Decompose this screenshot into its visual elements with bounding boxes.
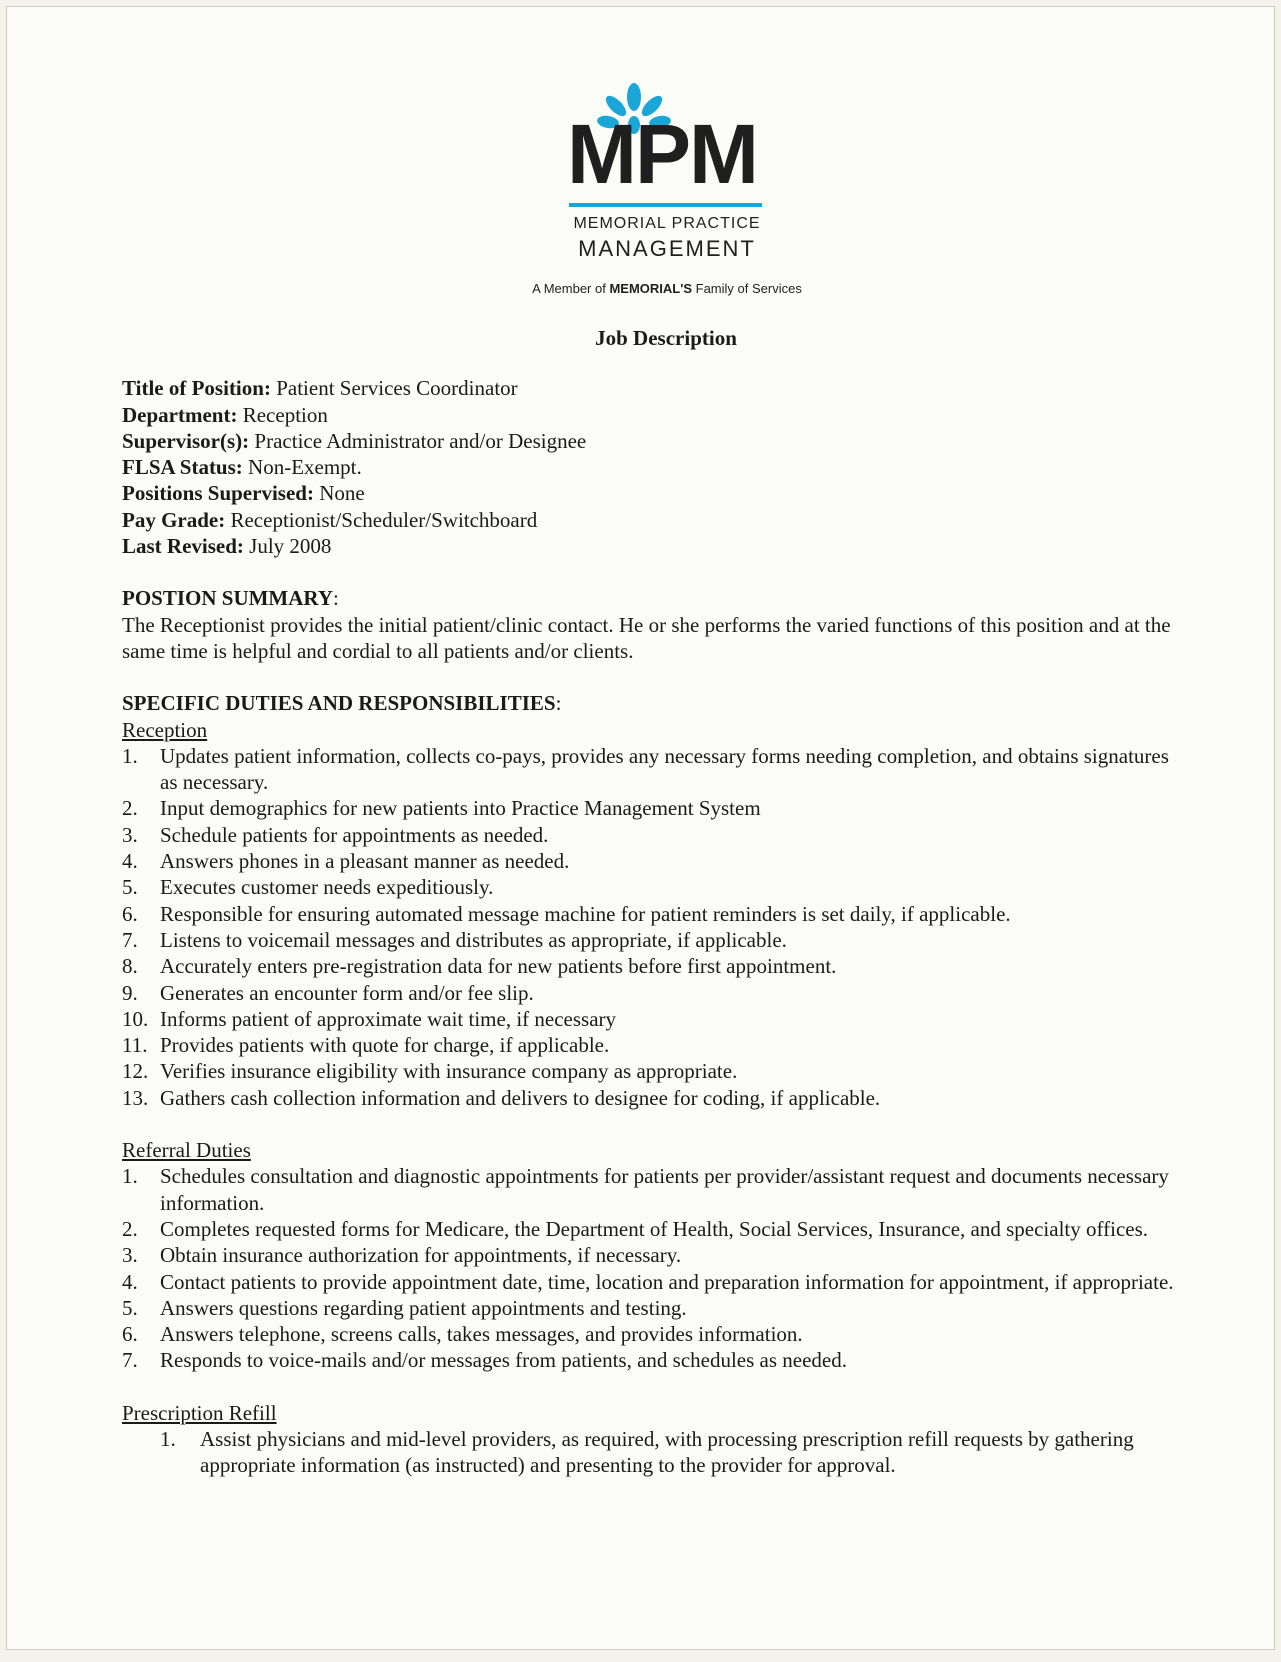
list-item [122, 927, 1182, 953]
item-text: Completes requested forms for Medicare, the Department of Health, Social Services, Insurance, and specialty offices. [160, 1216, 1149, 1241]
field-supervisors [122, 428, 1182, 454]
list-item [122, 980, 1182, 1006]
item-number: 11. [122, 1033, 148, 1058]
list-item [122, 1347, 1182, 1373]
list-item [122, 1216, 1182, 1242]
item-text: Accurately enters pre-registration data for new patients before first appointment. [160, 954, 837, 979]
item-text: Answers telephone, screens calls, takes messages, and provides information. [160, 1322, 803, 1347]
logo-divider [569, 203, 762, 207]
item-text: Verifies insurance eligibility with insurance company as appropriate. [160, 1059, 738, 1084]
spacer [122, 1111, 1182, 1137]
list-item [122, 1058, 1182, 1084]
list-item [122, 822, 1182, 848]
reception-list [122, 743, 1182, 1111]
field-value: July 2008 [243, 534, 332, 559]
summary-text: The Receptionist provides the initial patient/clinic contact. He or she performs the varied functions of this position and at the same time is helpful and cordial to all patients and/or clients. [122, 612, 1171, 663]
logo-line-1: MEMORIAL PRACTICE [573, 215, 761, 232]
document-body [122, 325, 1182, 1479]
item-number: 1. [160, 1426, 176, 1451]
field-positions-supervised [122, 480, 1182, 506]
spacer [122, 1374, 1182, 1400]
referral-list [122, 1163, 1182, 1373]
reception-heading: Reception [122, 717, 208, 742]
item-text: Provides patients with quote for charge, if applicable. [160, 1033, 610, 1058]
item-number: 5. [122, 875, 138, 900]
member-prefix: A Member of [532, 281, 606, 296]
referral-heading: Referral Duties [122, 1138, 251, 1163]
item-number: 12. [122, 1059, 149, 1084]
item-number: 9. [122, 980, 138, 1005]
field-label: Supervisor(s): [122, 428, 250, 453]
field-value: None [313, 481, 365, 506]
item-text: Updates patient information, collects co-pays, provides any necessary forms needing completion, and obtains signatures as necessary. [160, 743, 1169, 795]
field-label: FLSA Status: [122, 455, 243, 480]
item-text: Schedule patients for appointments as needed. [160, 822, 549, 847]
field-label: Pay Grade: [122, 507, 226, 532]
member-brand: MEMORIAL'S [609, 281, 693, 296]
item-text: Responds to voice-mails and/or messages from patients, and schedules as needed. [160, 1348, 847, 1373]
list-item [122, 901, 1182, 927]
item-text: Informs patient of approximate wait time, if necessary [160, 1006, 617, 1031]
item-number: 3. [122, 1243, 138, 1268]
item-text: Assist physicians and mid-level providers, as required, with processing prescription refill requests by gathering appropriate information (as instructed) and presenting to the provider for approval. [200, 1426, 1134, 1478]
item-text: Responsible for ensuring automated message machine for patient reminders is set daily, if applicable. [160, 901, 1011, 926]
member-tagline [447, 281, 887, 296]
field-label: Positions Supervised: [122, 481, 314, 506]
item-text: Schedules consultation and diagnostic appointments for patients per provider/assistant request and documents necessary information. [160, 1164, 1169, 1215]
item-text: Answers phones in a pleasant manner as needed. [160, 849, 570, 874]
field-value: Reception [237, 402, 328, 427]
item-text: Generates an encounter form and/or fee slip. [160, 980, 534, 1005]
document-title: Job Description [595, 326, 737, 350]
field-value: Receptionist/Scheduler/Switchboard [225, 507, 538, 532]
summary-heading-colon: : [333, 586, 339, 611]
item-text: Gathers cash collection information and delivers to designee for coding, if applicable. [160, 1085, 881, 1110]
item-text: Executes customer needs expeditiously. [160, 875, 494, 900]
list-item [122, 874, 1182, 900]
list-item [122, 1006, 1182, 1032]
item-number: 1. [122, 1164, 138, 1189]
summary-heading [122, 585, 1182, 611]
list-item [122, 1032, 1182, 1058]
field-label: Title of Position: [122, 376, 271, 401]
prescription-refill-heading: Prescription Refill [122, 1400, 277, 1425]
list-item [122, 1295, 1182, 1321]
item-number: 8. [122, 954, 138, 979]
field-department [122, 402, 1182, 428]
item-number: 2. [122, 796, 138, 821]
position-fields [122, 375, 1182, 559]
item-text: Input demographics for new patients into Practice Management System [160, 796, 761, 821]
item-text: Obtain insurance authorization for appointments, if necessary. [160, 1243, 682, 1268]
summary-heading-text: POSTION SUMMARY [122, 586, 334, 611]
field-pay-grade [122, 507, 1182, 533]
item-number: 4. [122, 849, 138, 874]
item-number: 2. [122, 1216, 138, 1241]
item-text: Contact patients to provide appointment date, time, location and preparation information for appointment, if appropriate. [160, 1269, 1174, 1294]
member-suffix: Family of Services [695, 281, 802, 296]
field-label: Department: [122, 402, 238, 427]
item-text: Answers questions regarding patient appointments and testing. [160, 1295, 687, 1320]
list-item [122, 1426, 1182, 1479]
duties-heading-text: SPECIFIC DUTIES AND RESPONSIBILITIES [122, 691, 556, 716]
company-logo [7, 7, 1275, 307]
field-last-revised [122, 533, 1182, 559]
list-item [122, 743, 1182, 796]
document-page [6, 6, 1275, 1650]
item-number: 7. [122, 1348, 138, 1373]
prescription-refill-list [122, 1426, 1182, 1479]
list-item [122, 953, 1182, 979]
item-number: 1. [122, 743, 138, 768]
list-item [122, 795, 1182, 821]
item-number: 6. [122, 901, 138, 926]
field-title-of-position [122, 375, 1182, 401]
list-item [122, 848, 1182, 874]
field-value: Practice Administrator and/or Designee [249, 428, 587, 453]
list-item [122, 1242, 1182, 1268]
item-number: 13. [122, 1085, 149, 1110]
logo-brand: MPM [567, 107, 757, 201]
item-number: 6. [122, 1322, 138, 1347]
list-item [122, 1085, 1182, 1111]
field-label: Last Revised: [122, 534, 244, 559]
duties-heading [122, 690, 1182, 716]
field-flsa-status [122, 454, 1182, 480]
field-value: Patient Services Coordinator [270, 376, 518, 401]
item-text: Listens to voicemail messages and distributes as appropriate, if applicable. [160, 927, 787, 952]
duties-heading-colon: : [555, 691, 562, 716]
item-number: 5. [122, 1295, 138, 1320]
field-value: Non-Exempt. [242, 455, 362, 480]
item-number: 7. [122, 927, 138, 952]
item-number: 3. [122, 822, 138, 847]
item-number: 4. [122, 1269, 138, 1294]
list-item [122, 1321, 1182, 1347]
list-item [122, 1163, 1182, 1216]
item-number: 10. [122, 1006, 149, 1031]
list-item [122, 1269, 1182, 1295]
logo-line-2: MANAGEMENT [578, 236, 756, 261]
